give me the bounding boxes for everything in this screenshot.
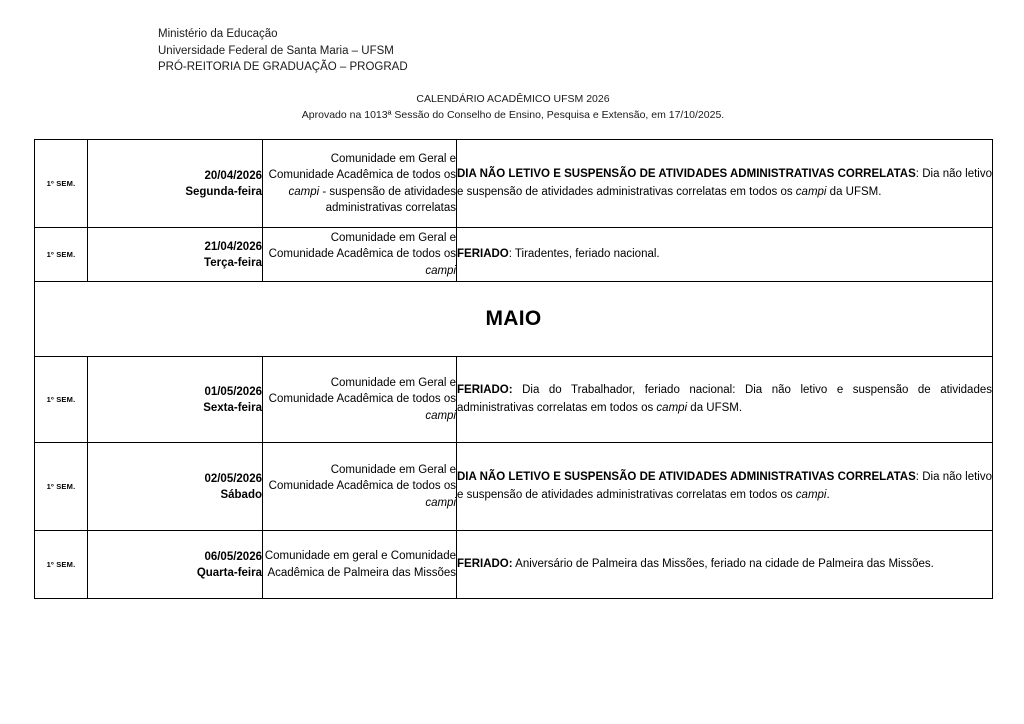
date-value: 02/05/2026 — [204, 472, 262, 485]
weekday-value: Quarta-feira — [196, 566, 262, 579]
semester-cell: 1º SEM. — [35, 443, 88, 531]
date-cell — [88, 140, 263, 228]
institution-line-ministry: Ministério da Educação — [158, 28, 278, 40]
semester-cell: 1º SEM. — [35, 140, 88, 228]
institution-line-prograd: PRÓ-REITORIA DE GRADUAÇÃO – PROGRAD — [158, 61, 408, 73]
table-row — [35, 357, 993, 443]
date-cell — [88, 443, 263, 531]
weekday-value: Terça-feira — [204, 256, 262, 269]
date-cell — [88, 531, 263, 599]
date-value: 20/04/2026 — [204, 169, 262, 182]
semester-cell: 1º SEM. — [35, 531, 88, 599]
month-header-label: MAIO — [35, 282, 993, 357]
description-cell: DIA NÃO LETIVO E SUSPENSÃO DE ATIVIDADES ADMINISTRATIVAS CORRELATAS: Dia não letivo e suspensão de atividades administrativas correlatas em todos os campi. — [457, 443, 993, 531]
page-title: CALENDÁRIO ACADÊMICO UFSM 2026 — [416, 93, 610, 105]
audience-cell: Comunidade em Geral e Comunidade Acadêmica de todos os campi — [263, 443, 457, 531]
date-cell — [88, 228, 263, 282]
approval-note: Aprovado na 1013ª Sessão do Conselho de Ensino, Pesquisa e Extensão, em 17/10/2025. — [301, 109, 725, 121]
date-value: 21/04/2026 — [204, 240, 262, 253]
academic-calendar-table — [34, 139, 993, 599]
description-cell: FERIADO: Tiradentes, feriado nacional. — [457, 228, 993, 282]
description-cell: DIA NÃO LETIVO E SUSPENSÃO DE ATIVIDADES ADMINISTRATIVAS CORRELATAS: Dia não letivo e suspensão de atividades administrativas correlatas em todos os campi da UFSM. — [457, 140, 993, 228]
audience-cell: Comunidade em Geral e Comunidade Acadêmica de todos os campi — [263, 228, 457, 282]
table-row — [35, 531, 993, 599]
semester-cell: 1º SEM. — [35, 228, 88, 282]
audience-cell: Comunidade em Geral e Comunidade Acadêmica de todos os campi — [263, 357, 457, 443]
date-value: 01/05/2026 — [204, 385, 262, 398]
description-cell: FERIADO: Dia do Trabalhador, feriado nacional: Dia não letivo e suspensão de atividades administrativas correlatas em todos os campi da UFSM. — [457, 357, 993, 443]
description-cell: FERIADO: Aniversário de Palmeira das Missões, feriado na cidade de Palmeira das Missões. — [457, 531, 993, 599]
institution-header — [158, 26, 408, 76]
date-cell — [88, 357, 263, 443]
document-title-block — [34, 91, 992, 123]
audience-cell: Comunidade em Geral e Comunidade Acadêmica de todos os campi - suspensão de atividades administrativas correlatas — [263, 140, 457, 228]
semester-cell: 1º SEM. — [35, 357, 88, 443]
institution-line-university: Universidade Federal de Santa Maria – UFSM — [158, 44, 394, 57]
weekday-value: Segunda-feira — [185, 185, 262, 198]
weekday-value: Sexta-feira — [203, 401, 262, 414]
table-row — [35, 140, 993, 228]
calendar-table-body — [35, 140, 993, 599]
date-value: 06/05/2026 — [204, 550, 262, 563]
table-row — [35, 443, 993, 531]
month-header-row — [35, 282, 993, 357]
table-row — [35, 228, 993, 282]
weekday-value: Sábado — [220, 488, 262, 501]
audience-cell: Comunidade em geral e Comunidade Acadêmica de Palmeira das Missões — [263, 531, 457, 599]
